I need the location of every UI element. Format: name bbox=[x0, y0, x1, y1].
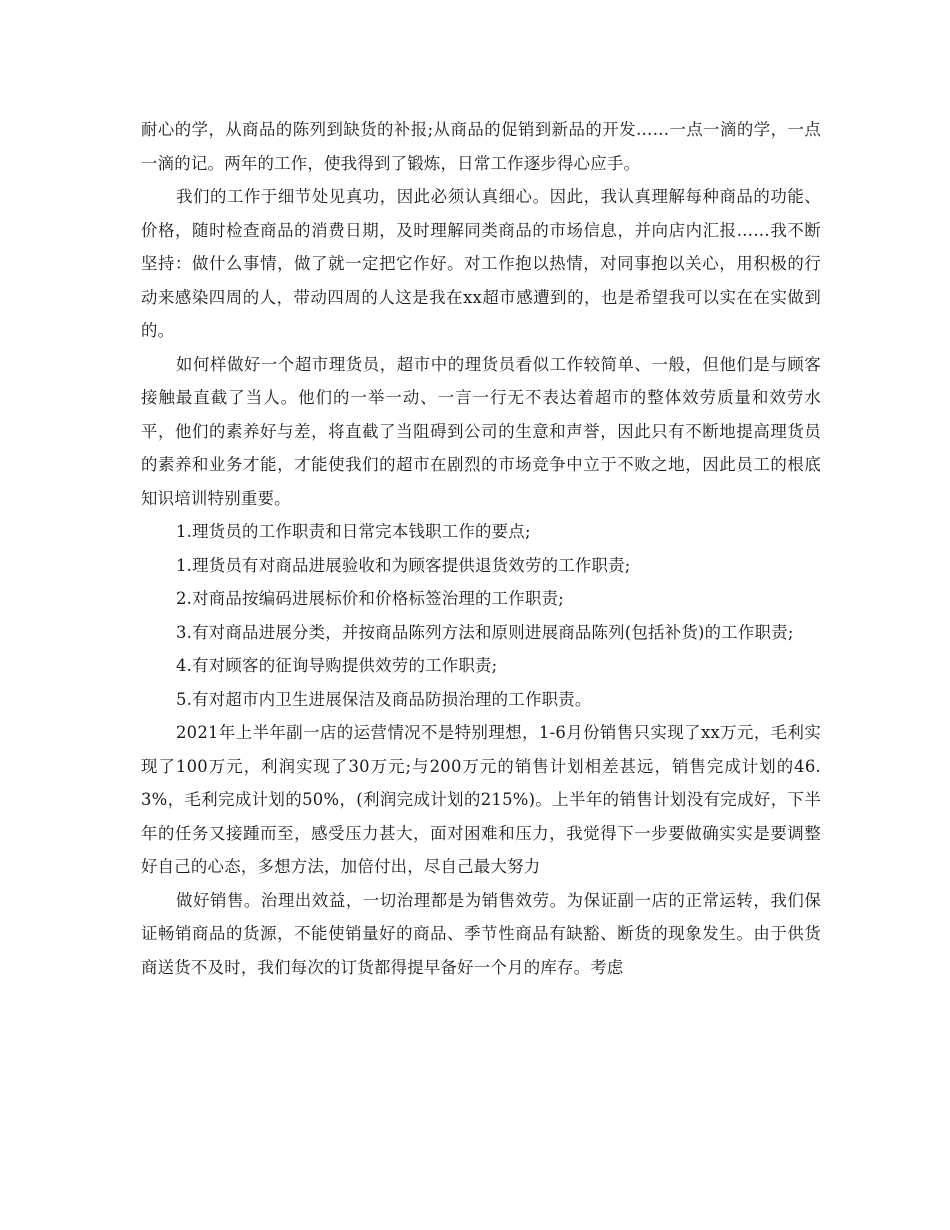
list-item-4: 3.有对商品进展分类，并按商品陈列方法和原则进展商品陈列(包括补货)的工作职责; bbox=[176, 622, 794, 642]
list-item-6: 5.有对超市内卫生进展保洁及商品防损治理的工作职责。 bbox=[176, 689, 592, 709]
list-item-1: 1.理货员的工作职责和日常完本钱职工作的要点; bbox=[176, 522, 531, 541]
paragraph-2: 我们的工作于细节处见真功，因此必须认真细心。因此，我认真理解每种商品的功能、价格，随时检查商品的消费日期，及时理解同类商品的市场信息，并向店内汇报……我不断坚持：做什么事情，做了就一定把它作好。对工作抱以热情，对同事抱以关心，用积极的行动来感染四周的人，带动四周的人这是我在xx超市感遭到的，也是希望我可以实在在实做到的。 bbox=[141, 187, 821, 340]
list-item-3: 2.对商品按编码进展标价和价格标签治理的工作职责; bbox=[176, 589, 565, 608]
paragraph-1: 耐心的学，从商品的陈列到缺货的补报;从商品的促销到新品的开发……一点一滴的学，一点一滴的记。两年的工作，使我得到了锻炼，日常工作逐步得心应手。 bbox=[141, 120, 821, 173]
paragraph-3: 如何样做好一个超市理货员，超市中的理货员看似工作较简单、一般，但他们是与顾客接触最直截了当人。他们的一举一动、一言一行无不表达着超市的整体效劳质量和效劳水平，他们的素养好与差，将直截了当阻碍到公司的生意和声誉，因此只有不断地提高理货员的素养和业务才能，才能使我们的超市在剧烈的市场竞争中立于不败之地，因此员工的根底知识培训特别重要。 bbox=[141, 354, 821, 508]
list-item-5: 4.有对顾客的征询导购提供效劳的工作职责; bbox=[176, 656, 498, 675]
list-item-2: 1.理货员有对商品进展验收和为顾客提供退货效劳的工作职责; bbox=[176, 555, 631, 575]
paragraph-5: 做好销售。治理出效益，一切治理都是为销售效劳。为保证副一店的正常运转，我们保证畅销商品的货源，不能使销量好的商品、季节性商品有缺豁、断货的现象发生。由于供货商送货不及时，我们每次的订货都得提早备好一个月的库存。考虑 bbox=[141, 890, 821, 977]
document-body bbox=[141, 113, 821, 984]
paragraph-4: 2021年上半年副一店的运营情况不是特别理想，1-6月份销售只实现了xx万元，毛利实现了100万元，利润实现了30万元;与200万元的销售计划相差甚远，销售完成计划的46.3%，毛利完成计划的50%，(利润完成计划的215%)。上半年的销售计划没有完成好，下半年的任务又接踵而至，感受压力甚大，面对困难和压力，我觉得下一步要做确实实是要调整好自己的心态，多想方法，加倍付出，尽自己最大努力 bbox=[141, 723, 821, 876]
